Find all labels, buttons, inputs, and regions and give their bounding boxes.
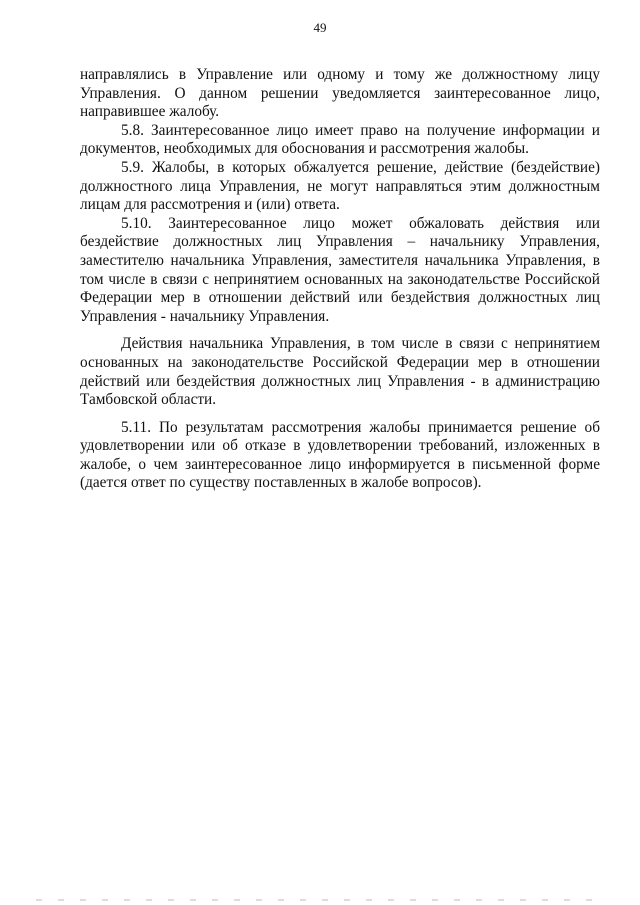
paragraph-continuation: направлялись в Управление или одному и тому же должностному лицу Управления. О данном решении уведомляется заинтересованное лицо, направившее жалобу. — [80, 66, 600, 121]
paragraph-5-9: 5.9. Жалобы, в которых обжалуется решение, действие (бездействие) должностного лица Управления, не могут направляться этим должностным лицам для рассмотрения и (или) ответа. — [80, 158, 600, 214]
page-number: 49 — [313, 20, 327, 35]
scan-edge-artifact — [36, 899, 596, 901]
paragraph-5-11: 5.11. По результатам рассмотрения жалобы принимается решение об удовлетворении или об отказе в удовлетворении требований, изложенных в жалобе, о чем заинтересованное лицо информируется в письменной форме (дается ответ по существу поставленных в жалобе вопросов). — [80, 418, 600, 492]
paragraph-5-10: 5.10. Заинтересованное лицо может обжаловать действия или бездействие должностных лиц Управления – начальнику Управления, заместителю начальника Управления, заместителя начальника Управления, в том числе в связи с непринятием основанных на законодательстве Российской Федерации мер в отношении действий или бездействия должностных лиц Управления - начальнику Управления. — [80, 214, 600, 325]
document-body — [80, 66, 600, 493]
paragraph-5-8: 5.8. Заинтересованное лицо имеет право на получение информации и документов, необходимых для обоснования и рассмотрения жалобы. — [80, 121, 600, 158]
paragraph-head-actions: Действия начальника Управления, в том числе в связи с непринятием основанных на законодательстве Российской Федерации мер в отношении действий или бездействия должностных лиц Управления - в администрацию Тамбовской области. — [80, 335, 600, 409]
